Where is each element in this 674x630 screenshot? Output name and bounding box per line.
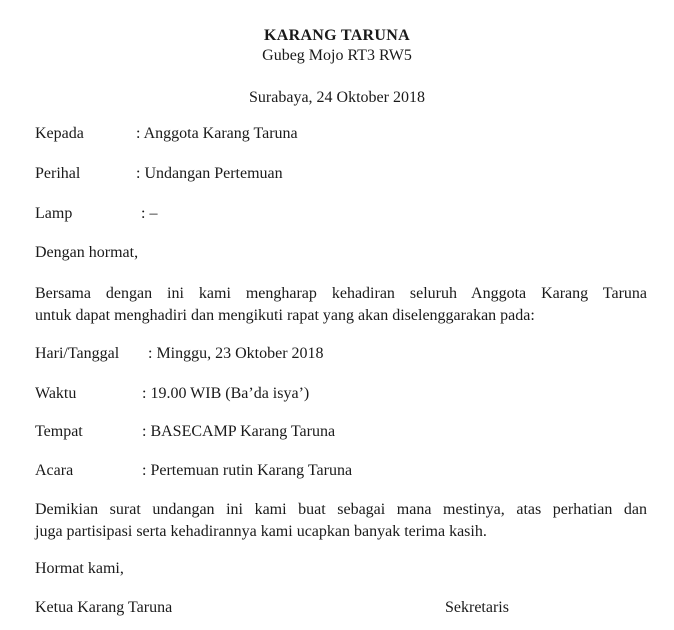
closing-line-2: juga partisipasi serta kehadirannya kami ucapkan banyak terima kasih. <box>35 523 487 540</box>
intro-paragraph <box>35 283 647 327</box>
waktu-label: Waktu <box>35 385 77 402</box>
acara-label: Acara <box>35 462 74 479</box>
waktu-value: : 19.00 WIB (Ba’da isya’) <box>142 385 310 402</box>
hari-label: Hari/Tanggal <box>35 345 120 362</box>
regards: Hormat kami, <box>35 560 124 577</box>
perihal-value: : Undangan Pertemuan <box>136 165 283 182</box>
salutation: Dengan hormat, <box>35 244 139 261</box>
signature-chairman: Ketua Karang Taruna <box>35 599 173 616</box>
intro-line-2: untuk dapat menghadiri dan mengikuti rapat yang akan diselenggarakan pada: <box>35 307 535 324</box>
lamp-label: Lamp <box>35 205 73 222</box>
tempat-label: Tempat <box>35 423 83 440</box>
lamp-value: : – <box>141 205 158 222</box>
kepada-value: : Anggota Karang Taruna <box>136 125 298 142</box>
tempat-value: : BASECAMP Karang Taruna <box>142 423 336 440</box>
closing-paragraph <box>35 499 647 543</box>
closing-line-1: Demikian surat undangan ini kami buat sebagai mana mestinya, atas perhatian dan <box>35 501 647 518</box>
letter-place-date: Surabaya, 24 Oktober 2018 <box>249 89 425 106</box>
signature-secretary: Sekretaris <box>445 599 509 616</box>
kepada-label: Kepada <box>35 125 84 142</box>
perihal-label: Perihal <box>35 165 81 182</box>
organization-title: KARANG TARUNA <box>264 27 410 44</box>
hari-value: : Minggu, 23 Oktober 2018 <box>148 345 324 362</box>
intro-line-1: Bersama dengan ini kami mengharap kehadiran seluruh Anggota Karang Taruna <box>35 285 647 302</box>
acara-value: : Pertemuan rutin Karang Taruna <box>142 462 353 479</box>
organization-address: Gubeg Mojo RT3 RW5 <box>262 47 412 64</box>
